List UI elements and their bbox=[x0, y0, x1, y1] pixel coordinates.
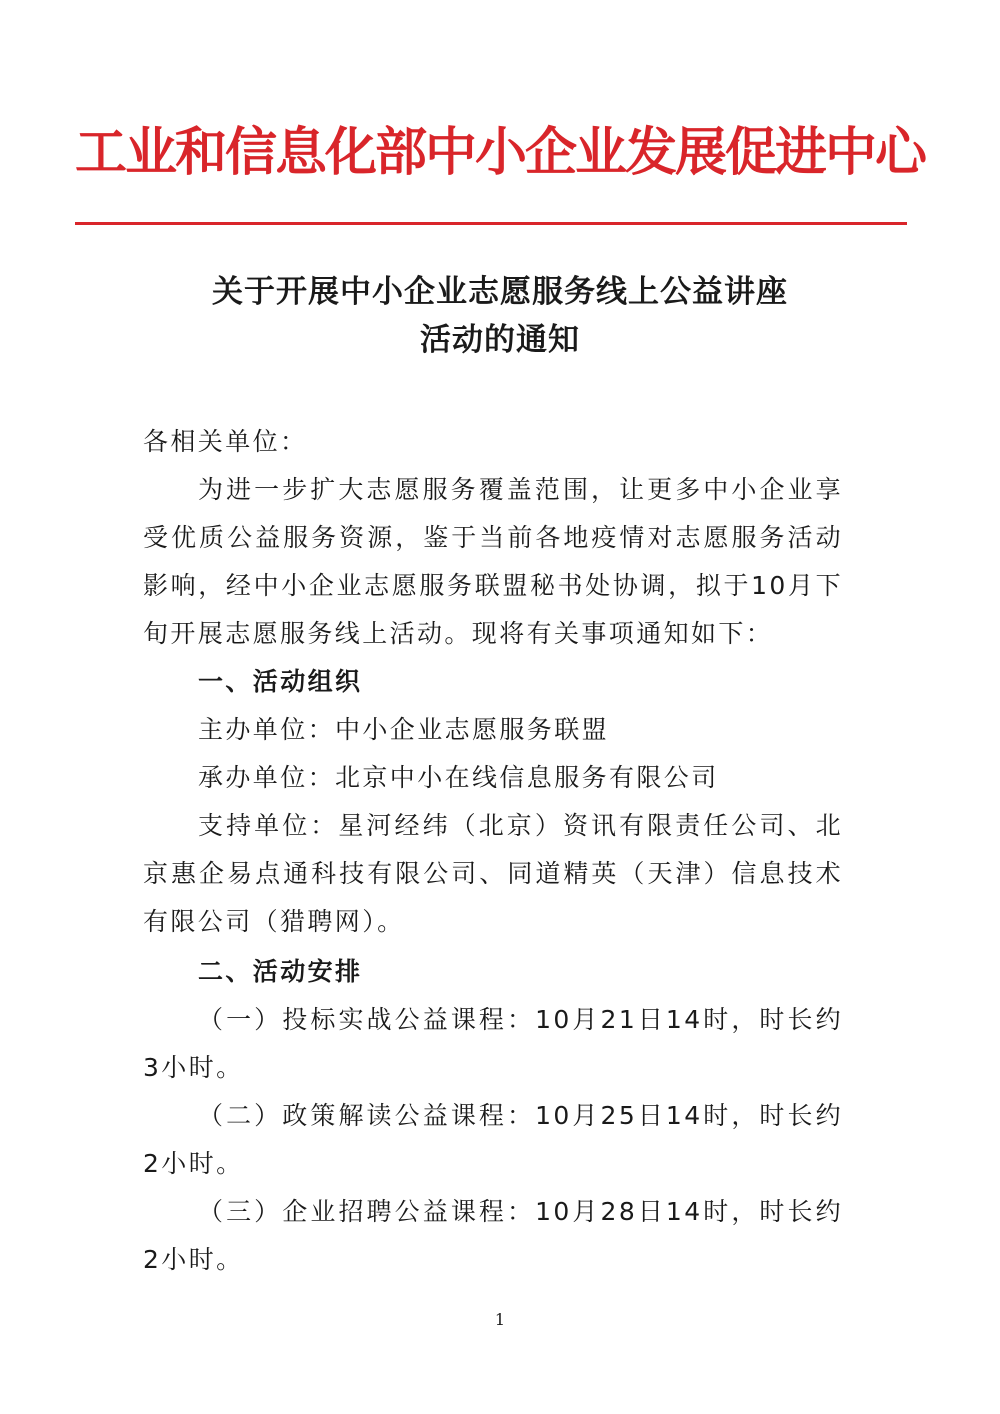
schedule-item-3: （三）企业招聘公益课程：10月28日14时，时长约2小时。 bbox=[143, 1197, 843, 1274]
title-line-1: 关于开展中小企业志愿服务线上公益讲座 bbox=[212, 274, 788, 310]
organizer-unit: 承办单位：北京中小在线信息服务有限公司 bbox=[198, 763, 719, 792]
title-line-2: 活动的通知 bbox=[420, 322, 580, 358]
section-1-heading: 一、活动组织 bbox=[198, 667, 363, 696]
document-body bbox=[143, 418, 843, 1284]
page-number: 1 bbox=[494, 1310, 506, 1329]
section-2-heading: 二、活动安排 bbox=[198, 957, 363, 986]
organization-letterhead: 工业和信息化部中小企业发展促进中心 bbox=[74, 122, 925, 183]
supporter-units: 支持单位：星河经纬（北京）资讯有限责任公司、北京惠企易点通科技有限公司、同道精英（天津）信息技术有限公司（猎聘网）。 bbox=[143, 811, 843, 936]
intro-paragraph: 为进一步扩大志愿服务覆盖范围，让更多中小企业享受优质公益服务资源，鉴于当前各地疫情对志愿服务活动影响，经中小企业志愿服务联盟秘书处协调，拟于10月下旬开展志愿服务线上活动。现将有关事项通知如下： bbox=[143, 475, 843, 648]
schedule-item-2: （二）政策解读公益课程：10月25日14时，时长约2小时。 bbox=[143, 1101, 843, 1178]
document-title bbox=[0, 268, 1000, 364]
salutation: 各相关单位： bbox=[143, 427, 308, 456]
letterhead-divider bbox=[75, 222, 907, 225]
schedule-item-1: （一）投标实战公益课程：10月21日14时，时长约3小时。 bbox=[143, 1005, 843, 1082]
host-unit: 主办单位：中小企业志愿服务联盟 bbox=[198, 715, 610, 744]
